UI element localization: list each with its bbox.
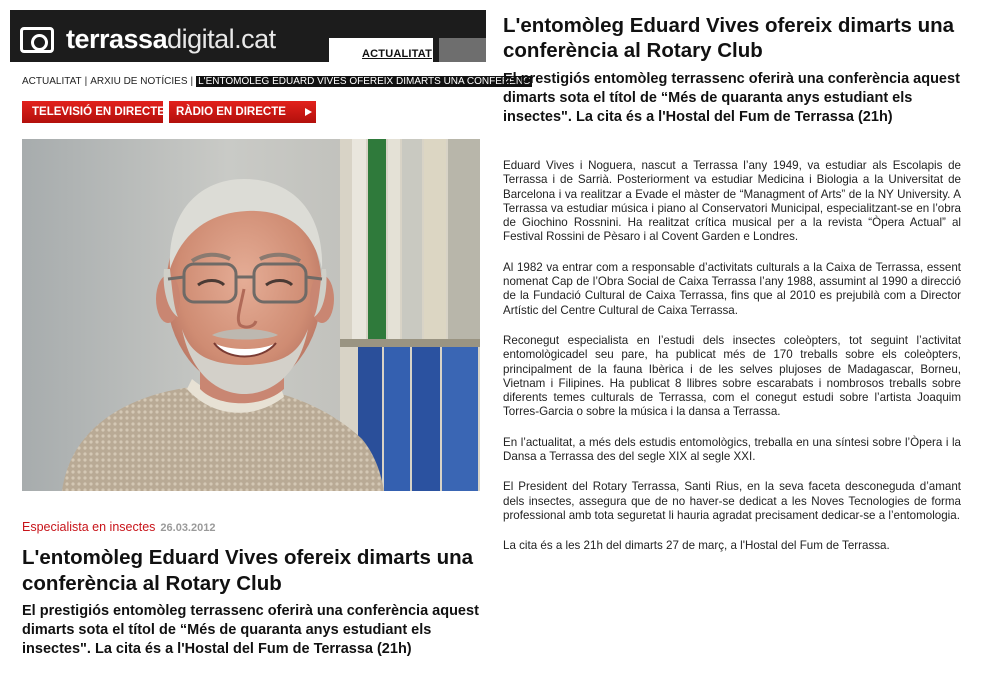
play-icon [305,108,312,116]
article-paragraph: Reconegut especialista en l’estudi dels insectes coleòpters, tot seguint l’activitat entomològicadel seu pare, ha publicat més de 170 treballs sobre els coleòpters, principalment de la fauna Ibèrica i de les selves plujoses de Madagascar, Borneu, Vietnam i Filipines. Ha publicat 8 llibres sobre escarabats i nombrosos treballs sobre diferents temes culturals de Terrassa, com el conegut estudi sobre l’artista Joaquim Torres-Garcia o sobre la música i la dansa a Terrassa. [503,333,961,419]
article-paragraph: La cita és a les 21h del dimarts 27 de març, a l'Hostal del Fum de Terrassa. [503,539,890,553]
site-header [10,10,493,62]
article-subhead-right: El prestigiós entomòleg terrassenc oferirà una conferència aquest dimarts sota el títol de “Més de quaranta anys estudiant els insectes". La cita és a l'Hostal del Fum de Terrassa (21h) [503,71,960,125]
article-meta [22,520,215,534]
breadcrumb-link-actualitat[interactable]: ACTUALITAT [22,76,82,87]
site-logo[interactable] [66,24,276,55]
breadcrumb-link-arxiu[interactable]: ARXIU DE NOTÍCIES [90,76,188,87]
tab-next[interactable]: T [439,38,486,62]
tab-actualitat[interactable]: ACTUALITAT [329,38,433,62]
breadcrumb-separator: | [190,76,194,87]
live-radio-button[interactable] [169,101,316,123]
article-paragraph: El President del Rotary Terrassa, Santi Rius, en la seva faceta desconeguda d’amant dels insectes, assegura que de no haver-se dedicat a les Noves Tecnologies de forma professional amb tota seguretat li hauria agradat precisament dedicar-se a l’entomologia. [503,480,961,522]
live-tv-button[interactable] [22,101,163,123]
article-body [503,159,961,570]
article-paragraph: En l’actualitat, a més dels estudis entomològics, treballa en una síntesi sobre l’Òpera i la Dansa a Terrassa des del segle XIX al segle XXI. [503,435,961,464]
breadcrumb [22,76,531,90]
article-date: 26.03.2012 [160,522,216,534]
live-tv-label: TELEVISIÓ EN DIRECTE [32,106,165,118]
article-headline-right: L'entomòleg Eduard Vives ofereix dimarts una conferència al Rotary Club [503,14,955,62]
logo-light: digital.cat [167,24,276,54]
tv-screen-icon[interactable] [20,27,54,53]
breadcrumb-separator: | [84,76,88,87]
article-subhead: El prestigiós entomòleg terrassenc oferirà una conferència aquest dimarts sota el títol de “Més de quaranta anys estudiant els insectes". La cita és a l'Hostal del Fum de Terrassa (21h) [22,603,479,657]
live-radio-label: RÀDIO EN DIRECTE [176,106,286,118]
article-paragraph: Eduard Vives i Noguera, nascut a Terrassa l’any 1949, va estudiar als Escolapis de Terrassa i de Sarrià. Posteriorment va estudiar Medicina i Biologia a la Universitat de Barcelona i va realitzar a Evade el màster de “Managment of Arts” de la NY University. A Terrassa va estudiar música i piano al Conservatori Municipal, especialitzant-se en l’obra de Giochino Rossnini. Ha realitzat crítica musical per a la revista “Òpera Actual” al Festival Rossini de Pèsaro i al Covent Garden e Londres. [503,159,961,244]
breadcrumb-current: L'ENTOMÒLEG EDUARD VIVES OFEREIX DIMARTS UNA CONFERÈNC [198,76,531,87]
logo-bold: terrassa [66,24,168,54]
article-paragraph: Al 1982 va entrar com a responsable d’activitats culturals a la Caixa de Terrassa, essent nomenat Cap de l’Obra Social de Caixa Terrassa l’any 1988, assumint al 1990 a direcció de la Fundació Cultural de Caixa Terrassa, fins que al 2010 es prejubilà com a Director Artístic del Centre Cultural de Caixa Terrassa. [503,260,961,317]
article-category[interactable]: Especialista en insectes [22,520,156,534]
article-headline: L'entomòleg Eduard Vives ofereix dimarts una conferència al Rotary Club [22,546,474,595]
article-photo [22,139,480,491]
right-column [503,0,963,693]
